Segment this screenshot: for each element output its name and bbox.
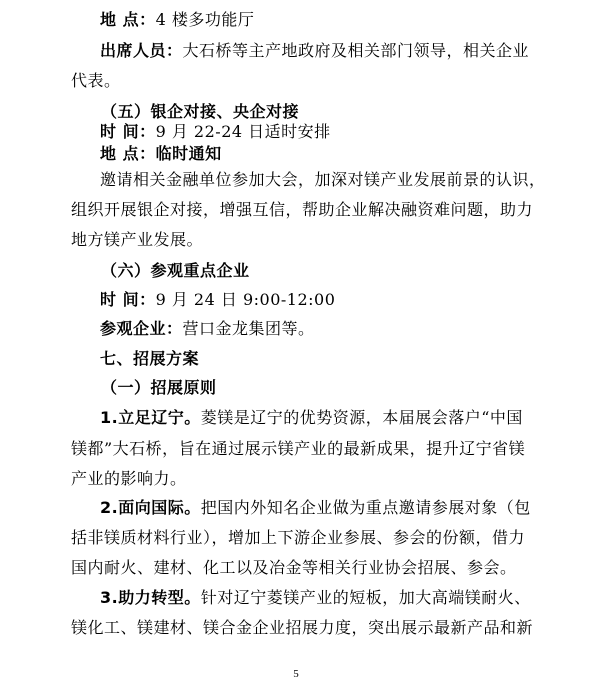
time-label-6: 时 间： <box>100 290 156 309</box>
paragraph-line: 组织开展银企对接，增强互信，帮助企业解决融资难问题，助力 <box>71 200 534 219</box>
venue-text: 4 楼多功能厅 <box>155 10 255 29</box>
venue-label: 地 点： <box>100 10 156 29</box>
attendees-label: 出席人员： <box>100 41 183 60</box>
visit-line <box>100 318 315 340</box>
time-text-6: 9 月 24 日 9:00-12:00 <box>155 290 336 309</box>
section-5-heading: （五）银企对接、央企对接 <box>101 102 300 121</box>
time-label-5: 时 间： <box>100 122 156 141</box>
venue-line <box>100 9 254 31</box>
time-line-6 <box>100 289 335 311</box>
paragraph-line: 产业的影响力。 <box>71 469 187 488</box>
principle-3-line <box>100 587 531 609</box>
visit-text: 营口金龙集团等。 <box>182 319 315 338</box>
time-line-5 <box>100 121 331 143</box>
subsection-1-heading: （一）招展原则 <box>101 378 217 397</box>
paragraph-line: 镁都”大石桥，旨在通过展示镁产业的最新成果，提升辽宁省镁 <box>71 439 526 458</box>
principle-1-line <box>100 407 523 429</box>
section-6-heading: （六）参观重点企业 <box>101 261 250 280</box>
paragraph-line: 邀请相关金融单位参加大会，加深对镁产业发展前景的认识， <box>100 170 546 189</box>
venue-line-5: 地 点：临时通知 <box>100 144 222 163</box>
principle-2-line <box>100 497 531 519</box>
attendees-text: 大石桥等主产地政府及相关部门领导，相关企业 <box>182 41 530 60</box>
time-text-5: 9 月 22-24 日适时安排 <box>155 122 331 141</box>
paragraph-line: 镁化工、镁建材、镁合金企业招展力度，突出展示最新产品和新 <box>71 618 534 637</box>
principle-3-label: 3.助力转型。 <box>100 588 201 607</box>
principle-1-text: 菱镁是辽宁的优势资源，本届展会落户“中国 <box>200 408 523 427</box>
page-number: 5 <box>293 668 299 680</box>
principle-3-text: 针对辽宁菱镁产业的短板，加大高端镁耐火、 <box>200 588 531 607</box>
paragraph-line: 地方镁产业发展。 <box>71 230 204 249</box>
paragraph-line: 括非镁质材料行业），增加上下游企业参展、参会的份额，借力 <box>71 528 526 547</box>
attendees-line <box>100 40 529 62</box>
principle-1-label: 1.立足辽宁。 <box>100 408 201 427</box>
principle-2-text: 把国内外知名企业做为重点邀请参展对象（包 <box>200 498 531 517</box>
paragraph-line: 国内耐火、建材、化工以及冶金等相关行业协会招展、参会。 <box>71 558 517 577</box>
attendees-line-cont: 代表。 <box>71 71 121 90</box>
principle-2-label: 2.面向国际。 <box>100 498 201 517</box>
visit-label: 参观企业： <box>100 319 183 338</box>
section-7-heading: 七、招展方案 <box>100 349 200 368</box>
